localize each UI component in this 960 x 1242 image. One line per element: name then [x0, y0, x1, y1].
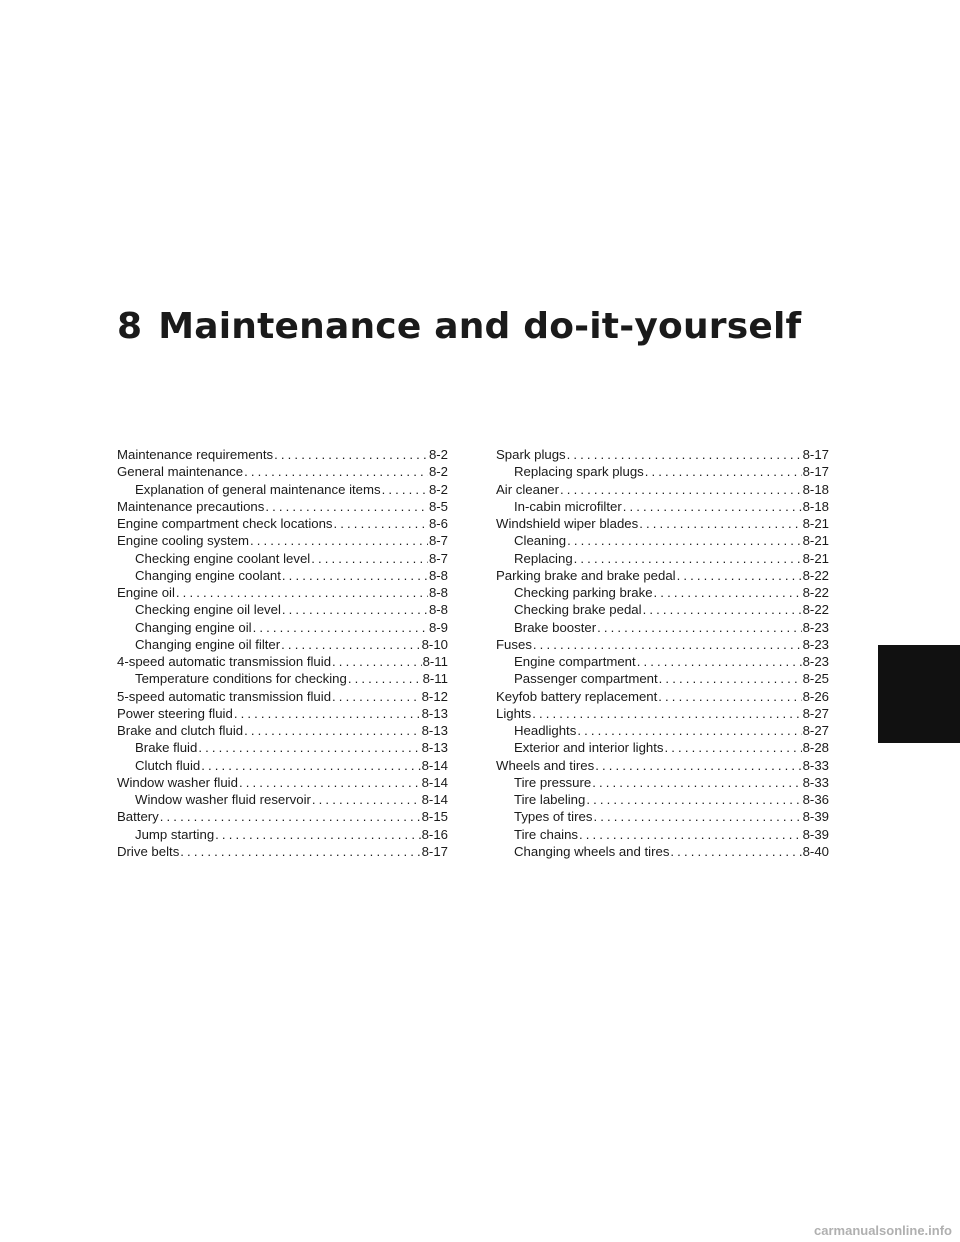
- toc-right-column: [496, 446, 829, 860]
- toc-leader-dots: [533, 636, 802, 653]
- toc-leader-dots: [593, 808, 801, 825]
- toc-entry-label: Types of tires: [514, 809, 593, 825]
- toc-entry-label: Headlights: [514, 723, 577, 738]
- toc-entry-page: 8-27: [802, 705, 829, 721]
- toc-entry-page: 8-25: [802, 671, 829, 687]
- toc-entry[interactable]: [496, 636, 829, 653]
- toc-entry-label: 4-speed automatic transmission fluid: [117, 654, 332, 669]
- toc-subentry[interactable]: [117, 791, 448, 808]
- toc-entry-page: 8-18: [802, 498, 829, 514]
- toc-entry-page: 8-39: [802, 809, 829, 825]
- toc-entry-page: 8-7: [428, 550, 448, 566]
- toc-leader-dots: [567, 446, 802, 463]
- toc-entry-page: 8-11: [422, 671, 448, 687]
- toc-leader-dots: [645, 463, 802, 480]
- toc-entry-label: Changing engine oil filter: [135, 636, 281, 652]
- toc-entry-page: 8-21: [802, 516, 829, 531]
- toc-entry-page: 8-22: [802, 585, 829, 600]
- toc-entry-label: Brake and clutch fluid: [117, 723, 244, 738]
- toc-subentry[interactable]: [496, 826, 829, 843]
- toc-entry-label: Tire labeling: [514, 792, 586, 807]
- toc-entry[interactable]: [496, 515, 829, 532]
- toc-entry[interactable]: [117, 843, 448, 860]
- toc-entry-page: 8-23: [802, 619, 829, 635]
- toc-entry[interactable]: [117, 463, 448, 480]
- toc-entry-page: 8-18: [802, 481, 829, 497]
- toc-subentry[interactable]: [496, 601, 829, 618]
- toc-entry-page: 8-39: [802, 826, 829, 842]
- toc-entry-label: Battery: [117, 809, 159, 825]
- toc-leader-dots: [654, 584, 802, 601]
- toc-entry[interactable]: [117, 808, 448, 825]
- toc-entry-label: Changing engine oil: [135, 619, 252, 635]
- toc-subentry[interactable]: [496, 739, 829, 756]
- toc-entry-label: Checking parking brake: [514, 585, 653, 600]
- toc-entry-page: 8-33: [802, 757, 829, 773]
- toc-entry-label: Brake fluid: [135, 740, 198, 756]
- toc-leader-dots: [215, 826, 420, 843]
- toc-entry[interactable]: [496, 757, 829, 774]
- toc-entry-label: Temperature conditions for checking: [135, 671, 347, 687]
- toc-entry-label: Engine compartment check locations: [117, 516, 333, 531]
- toc-entry[interactable]: [117, 584, 448, 601]
- toc-entry[interactable]: [117, 722, 448, 739]
- toc-entry[interactable]: [117, 653, 448, 670]
- toc-subentry[interactable]: [496, 498, 829, 515]
- toc-entry-label: Cleaning: [514, 533, 567, 549]
- toc-subentry[interactable]: [117, 567, 448, 584]
- toc-entry-page: 8-28: [802, 740, 829, 756]
- toc-leader-dots: [282, 567, 428, 584]
- toc-entry-page: 8-27: [802, 723, 829, 738]
- toc-entry[interactable]: [496, 567, 829, 584]
- toc-leader-dots: [382, 481, 428, 498]
- toc-leader-dots: [234, 705, 421, 722]
- toc-subentry[interactable]: [117, 739, 448, 756]
- toc-entry-label: Jump starting: [135, 826, 215, 842]
- toc-entry-label: Fuses: [496, 636, 532, 652]
- toc-entry-page: 8-13: [421, 723, 448, 738]
- toc-entry-label: Changing wheels and tires: [514, 843, 670, 859]
- toc-leader-dots: [198, 739, 420, 756]
- toc-leader-dots: [574, 550, 802, 567]
- toc-entry-label: Checking engine oil level: [135, 602, 281, 618]
- toc-subentry[interactable]: [117, 636, 448, 653]
- toc-leader-dots: [579, 826, 802, 843]
- toc-subentry[interactable]: [496, 843, 829, 860]
- toc-leader-dots: [281, 636, 420, 653]
- toc-leader-dots: [659, 670, 802, 687]
- toc-entry-page: 8-14: [421, 757, 448, 773]
- toc-subentry[interactable]: [117, 601, 448, 618]
- toc-entry-page: 8-7: [428, 533, 448, 549]
- toc-entry-label: Engine compartment: [514, 654, 636, 669]
- toc-leader-dots: [643, 601, 802, 618]
- toc-entry-page: 8-8: [428, 567, 448, 583]
- toc-entry[interactable]: [496, 481, 829, 498]
- toc-leader-dots: [348, 670, 422, 687]
- toc-subentry[interactable]: [496, 722, 829, 739]
- toc-entry-label: Wheels and tires: [496, 757, 595, 773]
- toc-entry-page: 8-14: [421, 774, 448, 790]
- toc-entry-page: 8-17: [802, 447, 829, 462]
- toc-entry-label: Tire chains: [514, 826, 579, 842]
- toc-entry-label: Replacing: [514, 550, 573, 566]
- toc-entry-page: 8-33: [802, 774, 829, 790]
- toc-leader-dots: [532, 705, 801, 722]
- toc-entry-label: Engine cooling system: [117, 533, 249, 549]
- toc-entry-label: General maintenance: [117, 464, 244, 480]
- chapter-title-text: Maintenance and do-it-yourself: [158, 306, 802, 347]
- toc-subentry[interactable]: [496, 653, 829, 670]
- toc-entry-label: Checking engine coolant level: [135, 550, 311, 566]
- toc-entry-label: Maintenance precautions: [117, 498, 265, 514]
- toc-leader-dots: [334, 515, 428, 532]
- toc-entry-page: 8-2: [428, 481, 448, 497]
- toc-subentry[interactable]: [117, 826, 448, 843]
- toc-entry-page: 8-22: [802, 602, 829, 618]
- toc-subentry[interactable]: [496, 584, 829, 601]
- toc-entry[interactable]: [117, 705, 448, 722]
- toc-subentry[interactable]: [496, 774, 829, 791]
- toc-entry-page: 8-21: [802, 550, 829, 566]
- toc-entry-page: 8-15: [421, 809, 448, 825]
- toc-entry[interactable]: [117, 688, 448, 705]
- toc-entry[interactable]: [496, 446, 829, 463]
- toc-entry-label: Checking brake pedal: [514, 602, 642, 618]
- toc-entry-page: 8-9: [428, 619, 448, 635]
- toc-leader-dots: [670, 843, 801, 860]
- toc-leader-dots: [637, 653, 802, 670]
- toc-entry-label: Exterior and interior lights: [514, 740, 664, 756]
- toc-entry-label: Air cleaner: [496, 481, 560, 497]
- toc-leader-dots: [312, 791, 421, 808]
- toc-leader-dots: [595, 757, 801, 774]
- toc-entry-label: Explanation of general maintenance items: [135, 481, 381, 497]
- toc-leader-dots: [201, 757, 420, 774]
- toc-leader-dots: [244, 722, 421, 739]
- toc-leader-dots: [253, 619, 428, 636]
- toc-entry-label: In-cabin microfilter: [514, 498, 622, 514]
- toc-leader-dots: [332, 653, 422, 670]
- toc-entry[interactable]: [496, 705, 829, 722]
- toc-subentry[interactable]: [117, 757, 448, 774]
- toc-entry-page: 8-8: [428, 602, 448, 618]
- toc-leader-dots: [244, 463, 428, 480]
- toc-entry-label: Drive belts: [117, 843, 180, 859]
- toc-entry-page: 8-23: [802, 636, 829, 652]
- toc-entry-label: Windshield wiper blades: [496, 516, 639, 531]
- toc-leader-dots: [332, 688, 421, 705]
- toc-entry-page: 8-5: [428, 498, 448, 514]
- toc-subentry[interactable]: [496, 550, 829, 567]
- toc-entry[interactable]: [117, 446, 448, 463]
- chapter-number: 8: [117, 306, 143, 347]
- toc-entry-page: 8-17: [802, 464, 829, 480]
- toc-entry-label: Replacing spark plugs: [514, 464, 644, 480]
- toc-entry[interactable]: [117, 515, 448, 532]
- toc-subentry[interactable]: [117, 550, 448, 567]
- toc-entry-page: 8-16: [421, 826, 448, 842]
- toc-entry-page: 8-36: [802, 792, 829, 807]
- toc-leader-dots: [577, 722, 801, 739]
- toc-entry-label: Maintenance requirements: [117, 447, 274, 462]
- toc-subentry[interactable]: [496, 791, 829, 808]
- toc-leader-dots: [586, 791, 801, 808]
- toc-entry-label: Brake booster: [514, 619, 597, 635]
- toc-entry-label: Passenger compartment: [514, 671, 658, 687]
- watermark: carmanualsonline.info: [814, 1223, 952, 1238]
- toc-entry-page: 8-6: [428, 516, 448, 531]
- toc-entry-page: 8-11: [422, 654, 448, 669]
- toc-entry-page: 8-23: [802, 654, 829, 669]
- chapter-tab-marker: [878, 645, 960, 743]
- chapter-title: [117, 306, 801, 347]
- toc-leader-dots: [160, 808, 421, 825]
- toc-entry-label: Changing engine coolant: [135, 567, 281, 583]
- toc-entry-label: Engine oil: [117, 585, 175, 600]
- toc-entry[interactable]: [117, 498, 448, 515]
- toc-entry-label: Tire pressure: [514, 774, 592, 790]
- toc-entry-label: Spark plugs: [496, 447, 566, 462]
- toc-left-column: [117, 446, 448, 860]
- toc-leader-dots: [665, 739, 802, 756]
- toc-entry[interactable]: [496, 688, 829, 705]
- toc-entry[interactable]: [117, 532, 448, 549]
- toc-entry-page: 8-2: [428, 464, 448, 480]
- toc-entry-label: Clutch fluid: [135, 757, 201, 773]
- toc-entry-page: 8-22: [802, 567, 829, 583]
- toc-entry-page: 8-21: [802, 533, 829, 549]
- toc-entry-page: 8-40: [802, 843, 829, 859]
- toc-leader-dots: [274, 446, 428, 463]
- toc-leader-dots: [311, 550, 428, 567]
- toc-entry-label: Lights: [496, 705, 532, 721]
- toc-entry-label: 5-speed automatic transmission fluid: [117, 688, 332, 704]
- toc-leader-dots: [265, 498, 428, 515]
- toc-entry-page: 8-10: [421, 636, 448, 652]
- toc-leader-dots: [639, 515, 801, 532]
- toc-subentry[interactable]: [496, 808, 829, 825]
- toc-subentry[interactable]: [496, 532, 829, 549]
- toc-entry-label: Keyfob battery replacement: [496, 688, 658, 704]
- toc-entry-page: 8-12: [421, 688, 448, 704]
- toc-entry-page: 8-13: [421, 740, 448, 756]
- toc-entry-label: Window washer fluid reservoir: [135, 792, 311, 807]
- toc-entry-label: Window washer fluid: [117, 774, 238, 790]
- toc-subentry[interactable]: [117, 481, 448, 498]
- toc-subentry[interactable]: [496, 619, 829, 636]
- toc-leader-dots: [176, 584, 428, 601]
- toc-entry-page: 8-26: [802, 688, 829, 704]
- toc-entry-page: 8-14: [421, 792, 448, 807]
- toc-leader-dots: [592, 774, 801, 791]
- toc-leader-dots: [658, 688, 801, 705]
- toc-leader-dots: [597, 619, 801, 636]
- toc-leader-dots: [567, 532, 802, 549]
- toc-entry-page: 8-13: [421, 705, 448, 721]
- toc-leader-dots: [250, 532, 428, 549]
- toc-entry-page: 8-2: [428, 447, 448, 462]
- toc-entry-page: 8-8: [428, 585, 448, 600]
- toc-subentry[interactable]: [117, 619, 448, 636]
- toc-entry[interactable]: [117, 774, 448, 791]
- toc-leader-dots: [239, 774, 421, 791]
- toc-subentry[interactable]: [117, 670, 448, 687]
- toc-subentry[interactable]: [496, 463, 829, 480]
- toc-entry-page: 8-17: [421, 843, 448, 859]
- toc-leader-dots: [180, 843, 420, 860]
- toc-leader-dots: [282, 601, 428, 618]
- toc-leader-dots: [560, 481, 802, 498]
- toc-leader-dots: [623, 498, 802, 515]
- toc-entry-label: Power steering fluid: [117, 705, 233, 721]
- toc-leader-dots: [677, 567, 802, 584]
- toc-entry-label: Parking brake and brake pedal: [496, 567, 676, 583]
- toc-subentry[interactable]: [496, 670, 829, 687]
